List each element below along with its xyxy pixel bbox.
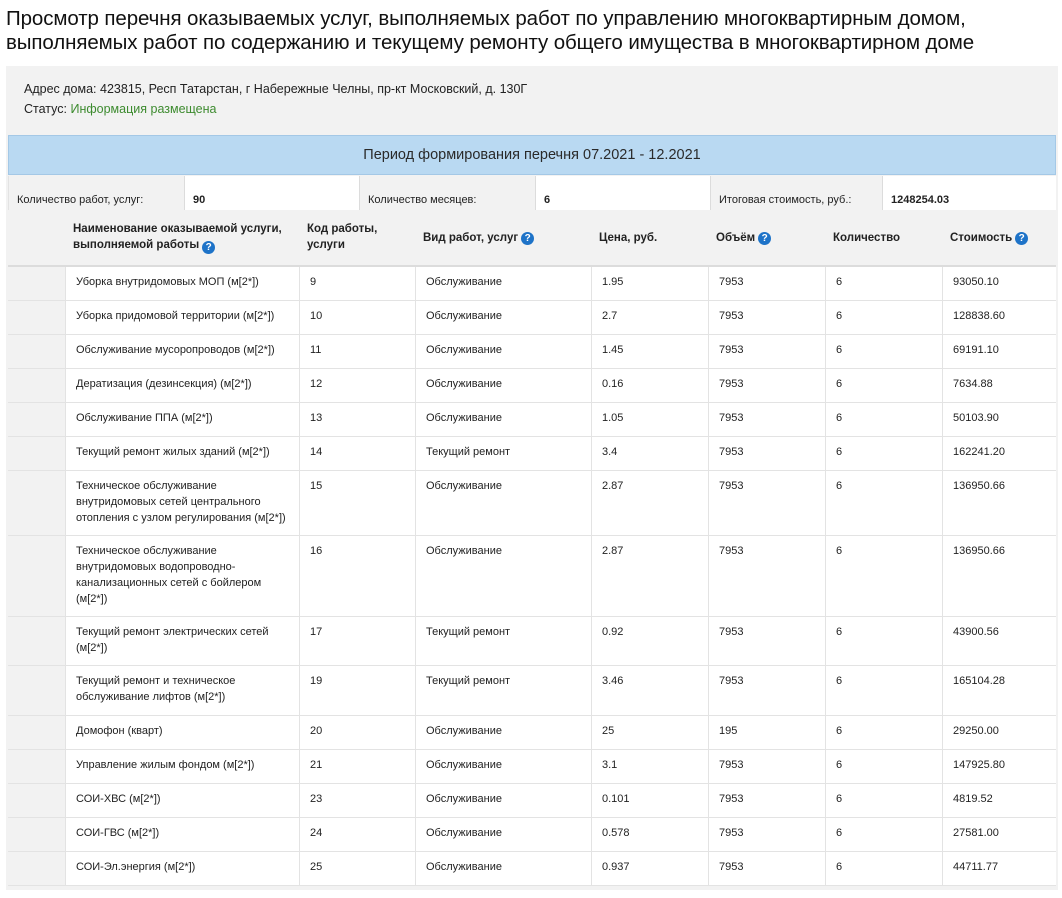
service-cost: 43900.56 [942,617,1056,665]
service-quantity: 6 [825,716,942,749]
service-type: Обслуживание [415,267,591,300]
service-price: 0.101 [591,784,708,817]
works-count-value: 90 [184,176,359,210]
services-table [8,211,1056,886]
service-type: Обслуживание [415,403,591,436]
row-spacer [8,818,65,851]
service-quantity: 6 [825,852,942,885]
service-volume: 7953 [708,536,825,616]
service-quantity: 6 [825,471,942,535]
service-volume: 7953 [708,403,825,436]
service-code: 17 [299,617,415,665]
service-volume: 7953 [708,335,825,368]
table-row [8,852,1056,886]
service-type: Текущий ремонт [415,437,591,470]
service-cost: 136950.66 [942,536,1056,616]
summary-bar [8,176,1056,210]
service-cost: 162241.20 [942,437,1056,470]
row-spacer [8,301,65,334]
months-count-label: Количество месяцев: [359,176,535,210]
row-spacer [8,784,65,817]
service-cost: 4819.52 [942,784,1056,817]
service-price: 1.05 [591,403,708,436]
service-volume: 7953 [708,666,825,715]
header-name-label: Наименование оказываемой услуги, выполняемой работы [73,223,282,251]
service-price: 0.578 [591,818,708,851]
service-name: Домофон (кварт) [65,716,299,749]
period-header: Период формирования перечня 07.2021 - 12.2021 [8,135,1056,175]
service-volume: 7953 [708,852,825,885]
service-name: СОИ-ГВС (м[2*]) [65,818,299,851]
page-title [6,7,1058,55]
help-icon[interactable]: ? [1015,232,1028,245]
row-spacer [8,536,65,616]
service-type: Обслуживание [415,750,591,783]
table-row [8,437,1056,471]
service-quantity: 6 [825,784,942,817]
service-cost: 7634.88 [942,369,1056,402]
service-volume: 7953 [708,267,825,300]
status-value: Информация размещена [70,102,217,116]
service-name: Текущий ремонт жилых зданий (м[2*]) [65,437,299,470]
total-cost-value: 1248254.03 [882,176,1056,210]
service-volume: 7953 [708,301,825,334]
service-price: 0.92 [591,617,708,665]
service-code: 24 [299,818,415,851]
service-volume: 7953 [708,818,825,851]
row-spacer [8,335,65,368]
table-body [8,267,1056,886]
service-cost: 27581.00 [942,818,1056,851]
table-row [8,536,1056,617]
page-title-line-1: Просмотр перечня оказываемых услуг, выполняемых работ по управлению многоквартирным домом, [6,7,966,30]
service-quantity: 6 [825,818,942,851]
service-name: СОИ-ХВС (м[2*]) [65,784,299,817]
service-price: 1.45 [591,335,708,368]
service-volume: 7953 [708,471,825,535]
service-quantity: 6 [825,335,942,368]
page-title-line-2: выполняемых работ по содержанию и текущему ремонту общего имущества в многоквартирном доме [6,31,974,54]
service-cost: 44711.77 [942,852,1056,885]
service-cost: 93050.10 [942,267,1056,300]
service-price: 25 [591,716,708,749]
row-spacer [8,471,65,535]
service-volume: 7953 [708,784,825,817]
service-price: 0.937 [591,852,708,885]
service-name: Дератизация (дезинсекция) (м[2*]) [65,369,299,402]
address-line [24,79,527,99]
service-type: Обслуживание [415,852,591,885]
service-price: 1.95 [591,267,708,300]
service-quantity: 6 [825,750,942,783]
service-cost: 50103.90 [942,403,1056,436]
header-volume-label: Объём [716,232,756,244]
service-cost: 29250.00 [942,716,1056,749]
service-quantity: 6 [825,617,942,665]
table-row [8,369,1056,403]
address-label: Адрес дома: [24,82,97,96]
help-icon[interactable]: ? [758,232,771,245]
row-spacer [8,617,65,665]
service-price: 2.87 [591,471,708,535]
service-type: Обслуживание [415,716,591,749]
address-value: 423815, Респ Татарстан, г Набережные Челны, пр-кт Московский, д. 130Г [100,82,528,96]
table-row [8,471,1056,536]
service-code: 14 [299,437,415,470]
service-name: Уборка внутридомовых МОП (м[2*]) [65,267,299,300]
service-quantity: 6 [825,369,942,402]
row-spacer [8,852,65,885]
service-code: 20 [299,716,415,749]
help-icon[interactable]: ? [521,232,534,245]
table-row [8,818,1056,852]
header-volume [708,211,825,265]
service-volume: 7953 [708,369,825,402]
service-code: 13 [299,403,415,436]
service-type: Обслуживание [415,818,591,851]
status-label: Статус: [24,102,67,116]
service-name: Текущий ремонт и техническое обслуживание лифтов (м[2*]) [65,666,299,715]
header-spacer [8,211,65,265]
service-name: Техническое обслуживание внутридомовых сетей центрального отопления с узлом регулирования (м[2*]) [65,471,299,535]
service-quantity: 6 [825,666,942,715]
table-row [8,784,1056,818]
service-cost: 128838.60 [942,301,1056,334]
service-code: 12 [299,369,415,402]
service-cost: 136950.66 [942,471,1056,535]
table-row [8,267,1056,301]
service-code: 21 [299,750,415,783]
service-quantity: 6 [825,536,942,616]
service-name: Уборка придомовой территории (м[2*]) [65,301,299,334]
service-quantity: 6 [825,403,942,436]
service-name: Обслуживание мусоропроводов (м[2*]) [65,335,299,368]
service-code: 19 [299,666,415,715]
service-price: 3.1 [591,750,708,783]
works-count-label: Количество работ, услуг: [8,176,184,210]
header-cost [942,211,1056,265]
service-cost: 165104.28 [942,666,1056,715]
service-code: 16 [299,536,415,616]
service-volume: 7953 [708,750,825,783]
service-name: Текущий ремонт электрических сетей (м[2*]) [65,617,299,665]
service-code: 15 [299,471,415,535]
header-code: Код работы, услуги [307,223,378,251]
service-type: Обслуживание [415,335,591,368]
service-code: 23 [299,784,415,817]
service-name: СОИ-Эл.энергия (м[2*]) [65,852,299,885]
service-type: Обслуживание [415,784,591,817]
service-type: Обслуживание [415,471,591,535]
header-type-label: Вид работ, услуг [423,232,519,244]
months-count-value: 6 [535,176,710,210]
service-type: Обслуживание [415,369,591,402]
table-row [8,617,1056,666]
service-name: Техническое обслуживание внутридомовых водопроводно-канализационных сетей с бойлером (м[2*]) [65,536,299,616]
header-price: Цена, руб. [599,232,658,244]
service-type: Текущий ремонт [415,666,591,715]
service-type: Обслуживание [415,536,591,616]
service-cost: 69191.10 [942,335,1056,368]
service-code: 11 [299,335,415,368]
status-line [24,99,527,119]
row-spacer [8,369,65,402]
table-row [8,301,1056,335]
service-price: 2.87 [591,536,708,616]
row-spacer [8,403,65,436]
total-cost-label: Итоговая стоимость, руб.: [710,176,882,210]
row-spacer [8,716,65,749]
table-row [8,335,1056,369]
row-spacer [8,267,65,300]
house-info [24,79,527,119]
service-volume: 195 [708,716,825,749]
table-row [8,666,1056,716]
table-row [8,750,1056,784]
service-code: 25 [299,852,415,885]
service-type: Обслуживание [415,301,591,334]
service-name: Обслуживание ППА (м[2*]) [65,403,299,436]
content-panel [6,66,1058,890]
row-spacer [8,666,65,715]
header-cost-label: Стоимость [950,232,1013,244]
service-type: Текущий ремонт [415,617,591,665]
row-spacer [8,437,65,470]
service-code: 10 [299,301,415,334]
service-price: 3.4 [591,437,708,470]
service-quantity: 6 [825,267,942,300]
service-price: 0.16 [591,369,708,402]
service-name: Управление жилым фондом (м[2*]) [65,750,299,783]
service-quantity: 6 [825,437,942,470]
service-quantity: 6 [825,301,942,334]
service-price: 2.7 [591,301,708,334]
service-price: 3.46 [591,666,708,715]
service-code: 9 [299,267,415,300]
table-row [8,403,1056,437]
header-quantity: Количество [833,232,901,244]
header-name [65,211,299,265]
row-spacer [8,750,65,783]
service-volume: 7953 [708,617,825,665]
header-type [415,211,591,265]
table-row [8,716,1056,750]
table-header-row [8,211,1056,267]
service-cost: 147925.80 [942,750,1056,783]
help-icon[interactable]: ? [202,241,215,254]
service-volume: 7953 [708,437,825,470]
